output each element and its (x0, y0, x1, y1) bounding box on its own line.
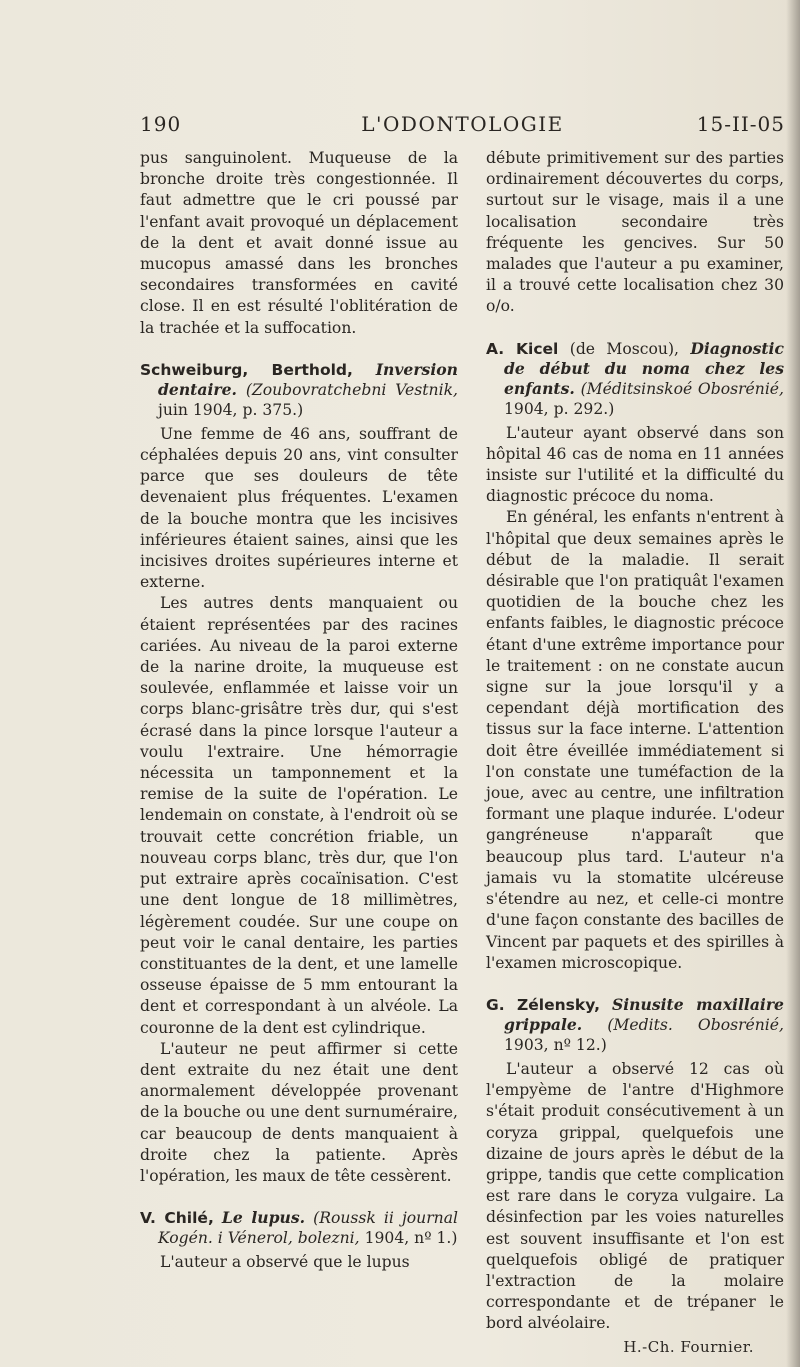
paragraph: Les autres dents manquaient ou étaient représentées par des racines cariées. Au niveau de la paroi externe de la narine droite, la muqueuse est soulevée, enflammée et laisse voir un corps blanc-grisâtre très dur, qui s'est écrasé dans la pince lorsque l'auteur a voulu l'extraire. Une hémorragie nécessita un tamponnement et la remise de la suite de l'opération. Le lendemain on constate, à l'endroit où se trouvait cette concrétion friable, un nouveau corps blanc, très dur, que l'on put extraire après cocaïnisation. C'est une dent longue de 18 millimètres, légèrement coudée. Sur une coupe on peut voir le canal dentaire, les parties constituantes de la dent, et une lamelle osseuse épaisse de 5 mm entourant la dent et correspondant à un alvéole. La couronne de la dent est cylindrique. (140, 594, 458, 1037)
paragraph: Une femme de 46 ans, souffrant de céphalées depuis 20 ans, vint consulter parce que ses douleurs de tête devenaient plus fréquentes. L'examen de la bouche montra que les incisives inférieures étaient saines, ainsi que les incisives droites supérieures interne et externe. (140, 424, 458, 592)
right-column (486, 148, 784, 1358)
heading-title: Inversion dentaire. (158, 359, 458, 399)
heading-author: G. Zélensky, (486, 995, 600, 1014)
paragraph: L'auteur a observé 12 cas où l'empyème de l'antre d'Highmore s'était produit consécutivement à un coryza grippal, quelquefois une dizaine de jours après le début de la grippe, tandis que cette complication est rare dans le coryza vulgaire. La désinfection par les voies naturelles est souvent insuffisante et l'on est quelquefois obligé de pratiquer l'extraction de la molaire correspondante et de trépaner le bord alvéolaire. (486, 1059, 784, 1333)
paragraph: En général, les enfants n'entrent à l'hôpital que deux semaines après le début de la maladie. Il serait désirable que l'on pratiquât l'examen quotidien de la bouche chez les enfants faibles, le diagnostic précoce étant d'une extrême importance pour le traitement : on ne constate aucun signe sur la joue lorsqu'il y a cependant déjà mortification des tissus sur la face interne. L'attention doit être éveillée immédiatement si l'on constate une tuméfaction de la joue, avec au centre, une infiltration formant une plaque indurée. L'odeur gangréneuse n'apparaît que beaucoup plus tard. L'auteur n'a jamais vu la stomatite ulcéreuse s'étendre au nez, et celle-ci montre d'une façon constante des bacilles de Vincent par paquets et des spirilles à l'examen microscopique. (486, 508, 784, 972)
heading-source: (Roussk ii journal Kogén. i Vénerol, bolezni, (158, 1209, 458, 1248)
heading-title: Diagnostic de début du noma chez les enfants. (504, 338, 784, 398)
heading-citation: 1903, nº 12.) (504, 1035, 607, 1054)
running-header (140, 112, 785, 142)
left-column (140, 148, 458, 1273)
issue-date: 15-II-05 (696, 112, 785, 136)
heading-source: (Medits. Obosrénié, (607, 1015, 784, 1034)
article-heading-zelensky (486, 995, 784, 1055)
article-heading-kicel (486, 339, 784, 419)
paragraph: débute primitivement sur des parties ordinairement découvertes du corps, surtout sur le visage, mais il a une localisation secondaire très fréquente les gencives. Sur 50 malades que l'auteur a pu examiner, il a trouvé cette localisation chez 30 o/o. (486, 149, 784, 316)
heading-title: Sinusite maxillaire grippale. (504, 994, 784, 1034)
heading-title: Le lupus. (221, 1208, 306, 1228)
paragraph: L'auteur ayant observé dans son hôpital 46 cas de noma en 11 années insiste sur l'utilité et la difficulté du diagnostic précoce du noma. (486, 423, 784, 506)
author-signature: H.-Ch. Fournier. (623, 1337, 754, 1356)
page-number: 190 (140, 112, 182, 136)
paragraph: L'auteur a observé que le lupus (160, 1253, 410, 1272)
heading-author: Schweiburg, Berthold, (140, 360, 353, 379)
article-heading-schweiburg (140, 360, 458, 420)
heading-affiliation: (de Moscou), (569, 339, 679, 358)
paragraph: pus sanguinolent. Muqueuse de la bronche droite très congestionnée. Il faut admettre que le cri poussé par l'enfant avait provoqué un déplacement de la dent et avait donné issue au mucopus amassé dans les bronches secondaires transformées en cavité close. Il en est résulté l'oblitération de la trachée et la suffocation. (140, 149, 458, 337)
article-heading-chile (140, 1208, 458, 1248)
journal-title: L'ODONTOLOGIE (361, 112, 564, 136)
heading-citation: 1904, p. 292.) (504, 399, 615, 418)
paragraph: L'auteur ne peut affirmer si cette dent extraite du nez était une dent anormalement développée provenant de la bouche ou une dent surnuméraire, car beaucoup de dents manquaient à droite chez la patiente. Après l'opération, les maux de tête cessèrent. (140, 1039, 458, 1185)
heading-citation: 1904, nº 1.) (364, 1229, 458, 1248)
heading-author: A. Kicel (486, 339, 559, 358)
page-edge-shadow (786, 0, 800, 1367)
heading-source: (Zoubovratchebni Vestnik, (245, 380, 458, 399)
heading-citation: juin 1904, p. 375.) (158, 400, 304, 419)
heading-source: (Méditsinskoé Obosrénié, (580, 379, 784, 398)
heading-author: V. Chilé, (140, 1209, 214, 1228)
